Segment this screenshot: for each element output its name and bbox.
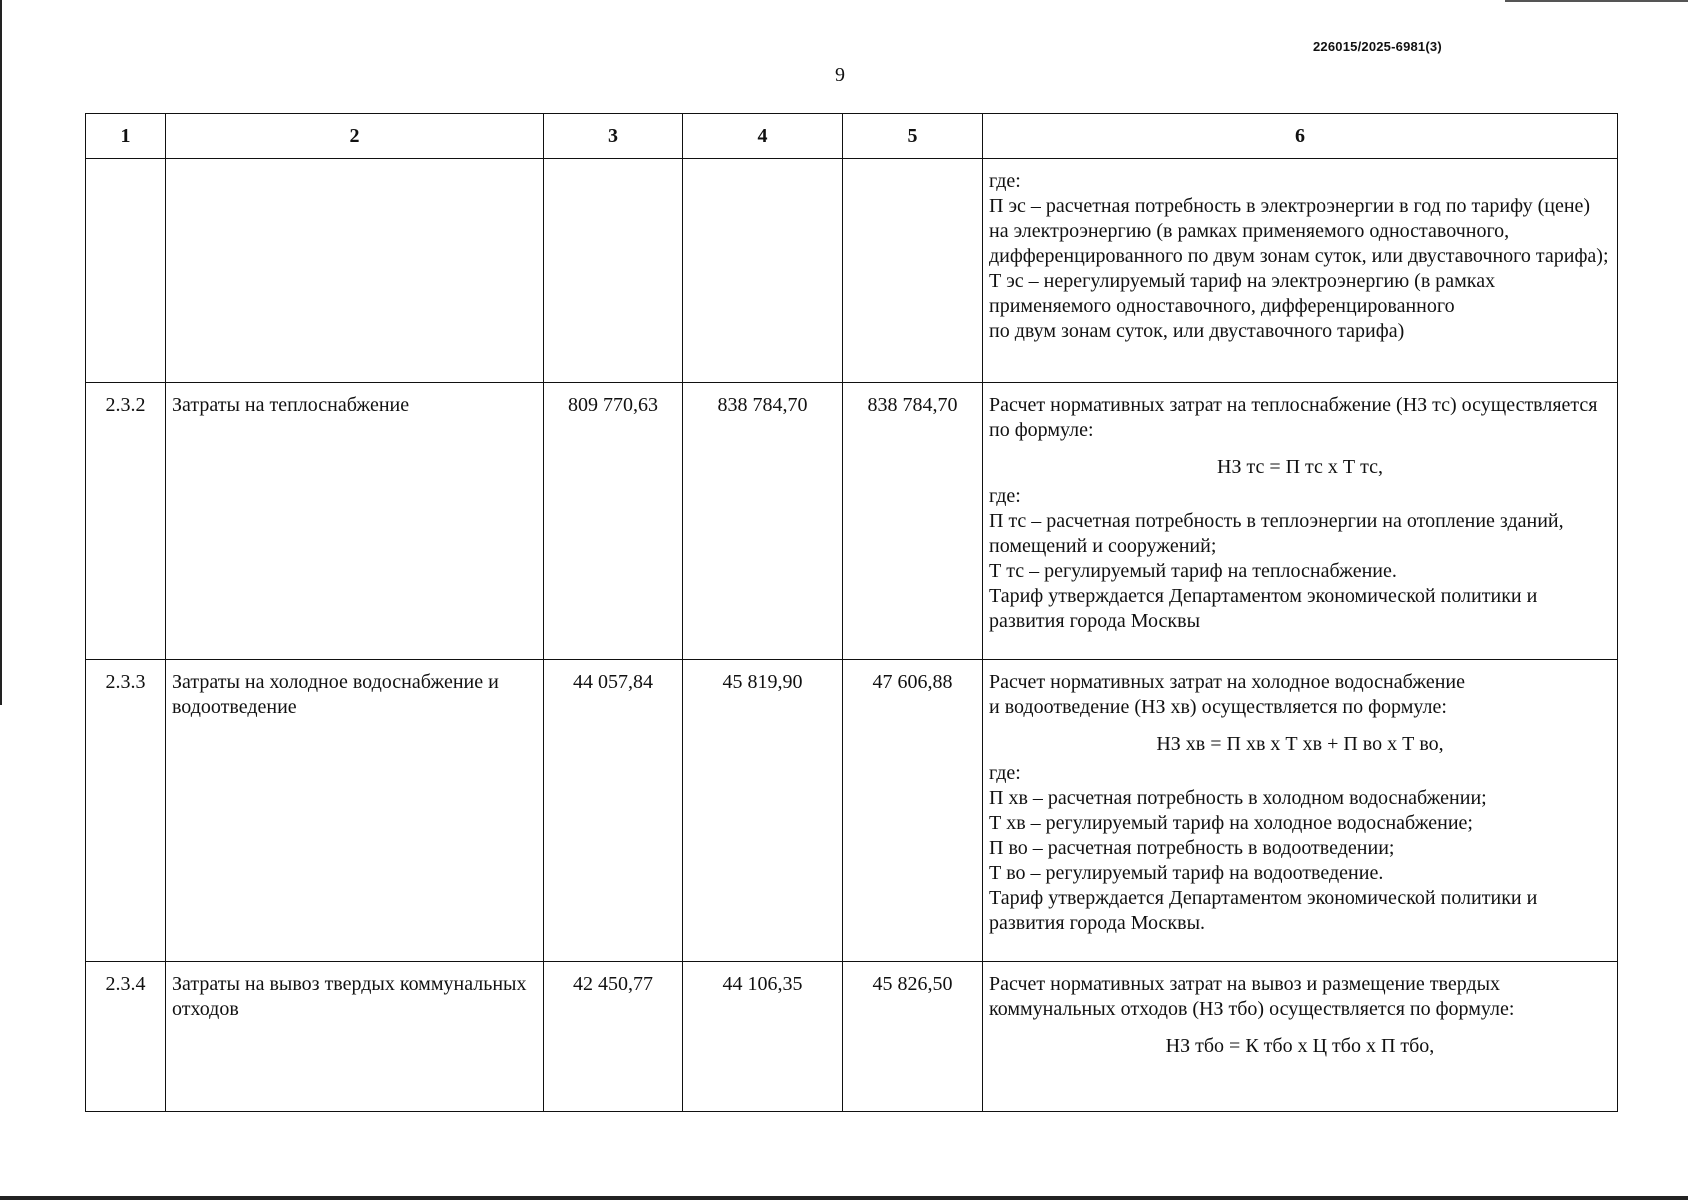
scan-bottom-edge — [0, 1196, 1688, 1200]
description-rest: где: П тс – расчетная потребность в теплоэнергии на отопление зданий, помещений и сооружений; Т тс – регулируемый тариф на теплоснабжение. Тариф утверждается Департаментом экономической политики и развития города Москвы — [989, 485, 1564, 632]
row-name: Затраты на теплоснабжение — [166, 383, 544, 660]
description-intro: Расчет нормативных затрат на холодное водоснабжение и водоотведение (НЗ хв) осуществляется по формуле: — [989, 671, 1466, 718]
description-rest: где: П хв – расчетная потребность в холодном водоснабжении; Т хв – регулируемый тариф на холодное водоснабжение; П во – расчетная потребность в водоотведении; Т во – регулируемый тариф на водоотведение. Тариф утверждается Департаментом экономической политики и развития города Москвы. — [989, 762, 1538, 934]
row-number: 2.3.4 — [86, 962, 166, 1112]
row-value-col3: 809 770,63 — [544, 383, 683, 660]
page-number: 9 — [835, 64, 845, 86]
row-value-col5: 838 784,70 — [843, 383, 983, 660]
document-reference: 226015/2025-6981(3) — [1313, 39, 1442, 54]
row-value-col4: 45 819,90 — [683, 660, 843, 962]
row-value-col5: 47 606,88 — [843, 660, 983, 962]
table-row — [86, 660, 1618, 962]
empty-cell — [544, 159, 683, 383]
table-row-continuation — [86, 159, 1618, 383]
row-value-col4: 838 784,70 — [683, 383, 843, 660]
formula: НЗ тбо = К тбо х Ц тбо х П тбо, — [1165, 1035, 1435, 1057]
scan-top-edge — [1505, 0, 1688, 2]
empty-cell — [166, 159, 544, 383]
row-description: где: П эс – расчетная потребность в электроэнергии в год по тарифу (цене) на электроэнергию (в рамках применяемого одноставочного, дифференцированного по двум зонам суток, или двуставочного тарифа); Т эс – нерегулируемый тариф на электроэнергию (в рамках применяемого одноставочного, дифференцированного по двум зонам суток, или двуставочного тарифа) — [983, 159, 1618, 383]
column-header: 4 — [683, 114, 843, 159]
description-intro: Расчет нормативных затрат на вывоз и размещение твердых коммунальных отходов (НЗ тбо) осуществляется по формуле: — [989, 973, 1515, 1020]
row-name: Затраты на вывоз твердых коммунальных отходов — [166, 962, 544, 1112]
row-number: 2.3.2 — [86, 383, 166, 660]
row-value-col3: 42 450,77 — [544, 962, 683, 1112]
row-value-col4: 44 106,35 — [683, 962, 843, 1112]
column-header: 3 — [544, 114, 683, 159]
row-value-col3: 44 057,84 — [544, 660, 683, 962]
empty-cell — [683, 159, 843, 383]
cost-table — [85, 113, 1618, 1112]
empty-cell — [843, 159, 983, 383]
column-header: 2 — [166, 114, 544, 159]
row-value-col5: 45 826,50 — [843, 962, 983, 1112]
row-description — [983, 383, 1618, 660]
formula: НЗ тс = П тс х Т тс, — [1217, 456, 1383, 478]
row-number: 2.3.3 — [86, 660, 166, 962]
table-header-row — [86, 114, 1618, 159]
row-description — [983, 962, 1618, 1112]
empty-cell — [86, 159, 166, 383]
column-header: 5 — [843, 114, 983, 159]
description-intro: Расчет нормативных затрат на теплоснабжение (НЗ тс) осуществляется по формуле: — [989, 394, 1598, 441]
row-description — [983, 660, 1618, 962]
scan-left-edge — [0, 0, 2, 705]
column-header: 1 — [86, 114, 166, 159]
table-row — [86, 962, 1618, 1112]
formula: НЗ хв = П хв х Т хв + П во х Т во, — [1156, 733, 1444, 755]
row-name: Затраты на холодное водоснабжение и водоотведение — [166, 660, 544, 962]
column-header: 6 — [983, 114, 1618, 159]
table-row — [86, 383, 1618, 660]
